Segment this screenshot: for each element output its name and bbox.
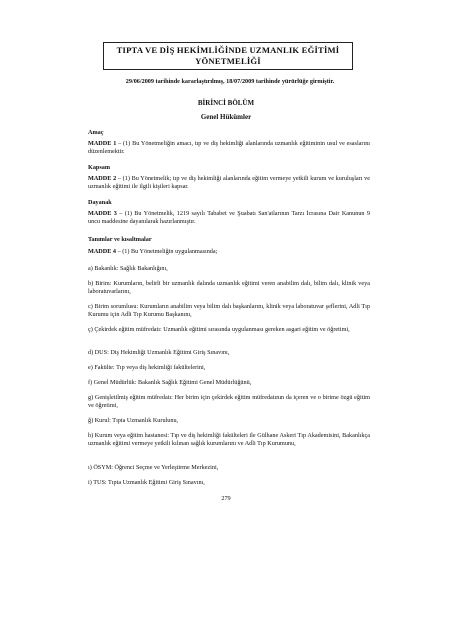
article-1	[88, 140, 370, 156]
heading-dayanak: Dayanak	[88, 199, 112, 206]
article-3-text: – (1) Bu Yönetmelik, 1219 sayılı Tababet ve Şuabatı San'atlarının Tarzı İcrasına Dair Kanunun 9 uncu maddesine dayanılarak hazırlanmıştır.	[88, 210, 370, 226]
chapter-heading: BİRİNCİ BÖLÜM	[197, 99, 255, 107]
chapter-subheading: Genel Hükümler	[200, 113, 252, 121]
definition-item: b) Birim: Kurumların, belirli bir uzmanlık dalında uzmanlık eğitimi veren anabilim dalı, bilim dalı, klinik veya laboratuvarlarını,	[88, 280, 370, 296]
document-title-box	[103, 42, 353, 70]
heading-kapsam: Kapsam	[88, 164, 111, 171]
article-2-text: – (1) Bu Yönetmelik; tıp ve diş hekimliği alanlarında eğitim vermeye yetkili kurum ve kuruluşları ve uzmanlık eğitimi ile ilgili kişileri kapsar.	[88, 175, 370, 191]
definition-item: e) Fakülte: Tıp veya diş hekimliği fakültelerini,	[88, 364, 206, 371]
definition-item: c) Birim sorumlusu: Kurumların anabilim veya bilim dalı başkanlarını, klinik veya laboratuvar şeflerini, Adli Tıp Kurumu için Adli Tıp Kurumu Başkanını,	[88, 303, 370, 319]
adoption-dates: 29/06/2009 tarihinde kararlaştırılmış, 18/07/2009 tarihinde yürürlüğe girmiştir.	[125, 78, 335, 85]
document-title-line2: YÖNETMELİĞİ	[195, 56, 261, 66]
definition-item: h) Kurum veya eğitim hastanesi: Tıp ve diş hekimliği fakülteleri ile Gülhane Askeri Tıp Akademisini, Bakanlıkça uzmanlık eğitimi vermeye yetkili kılınan sağlık kurumlarını ve Adli Tıp Kurumunu,	[88, 432, 370, 448]
article-2	[88, 175, 370, 191]
definition-item: i) TUS: Tıpta Uzmanlık Eğitimi Giriş Sınavını,	[88, 479, 205, 486]
definition-item: ç) Çekirdek eğitim müfredatı: Uzmanlık eğitimi sırasında uygulanması gereken asgari eğitim ve öğretimi,	[88, 326, 350, 333]
heading-tanimlar: Tanımlar ve kısaltmalar	[88, 236, 152, 243]
article-1-text: – (1) Bu Yönetmeliğin amacı, tıp ve diş hekimliği alanlarında uzmanlık eğitiminin usul ve esaslarını düzenlemektir.	[88, 140, 371, 156]
definition-item: g) Genişletilmiş eğitim müfredatı: Her birim için çekirdek eğitim müfredatının da içeren ve o birime özgü eğitim ve öğretimi,	[88, 394, 370, 410]
document-title-line1: TIPTA VE DİŞ HEKİMLİĞİNDE UZMANLIK EĞİTİMİ	[116, 45, 340, 55]
article-4	[88, 248, 370, 256]
page-number: 279	[221, 495, 231, 502]
article-4-text: – (1) Bu Yönetmeliğin uygulanmasında;	[116, 248, 218, 255]
definition-item: d) DUS: Diş Hekimliği Uzmanlık Eğitimi Giriş Sınavını,	[88, 349, 230, 356]
article-4-label: MADDE 4	[88, 248, 117, 255]
definition-item: a) Bakanlık: Sağlık Bakanlığını,	[88, 265, 168, 272]
definition-item: f) Genel Müdürlük: Bakanlık Sağlık Eğitimi Genel Müdürlüğünü,	[88, 379, 252, 386]
article-3	[88, 210, 370, 226]
article-3-label: MADDE 3	[88, 210, 117, 217]
definition-item: ğ) Kurul: Tıpta Uzmanlık Kurulunu,	[88, 417, 179, 424]
article-1-label: MADDE 1	[88, 140, 117, 147]
article-2-label: MADDE 2	[88, 175, 117, 182]
heading-amac: Amaç	[88, 129, 104, 136]
definition-item: ı) ÖSYM: Öğrenci Seçme ve Yerleştirme Merkezini,	[88, 464, 219, 471]
